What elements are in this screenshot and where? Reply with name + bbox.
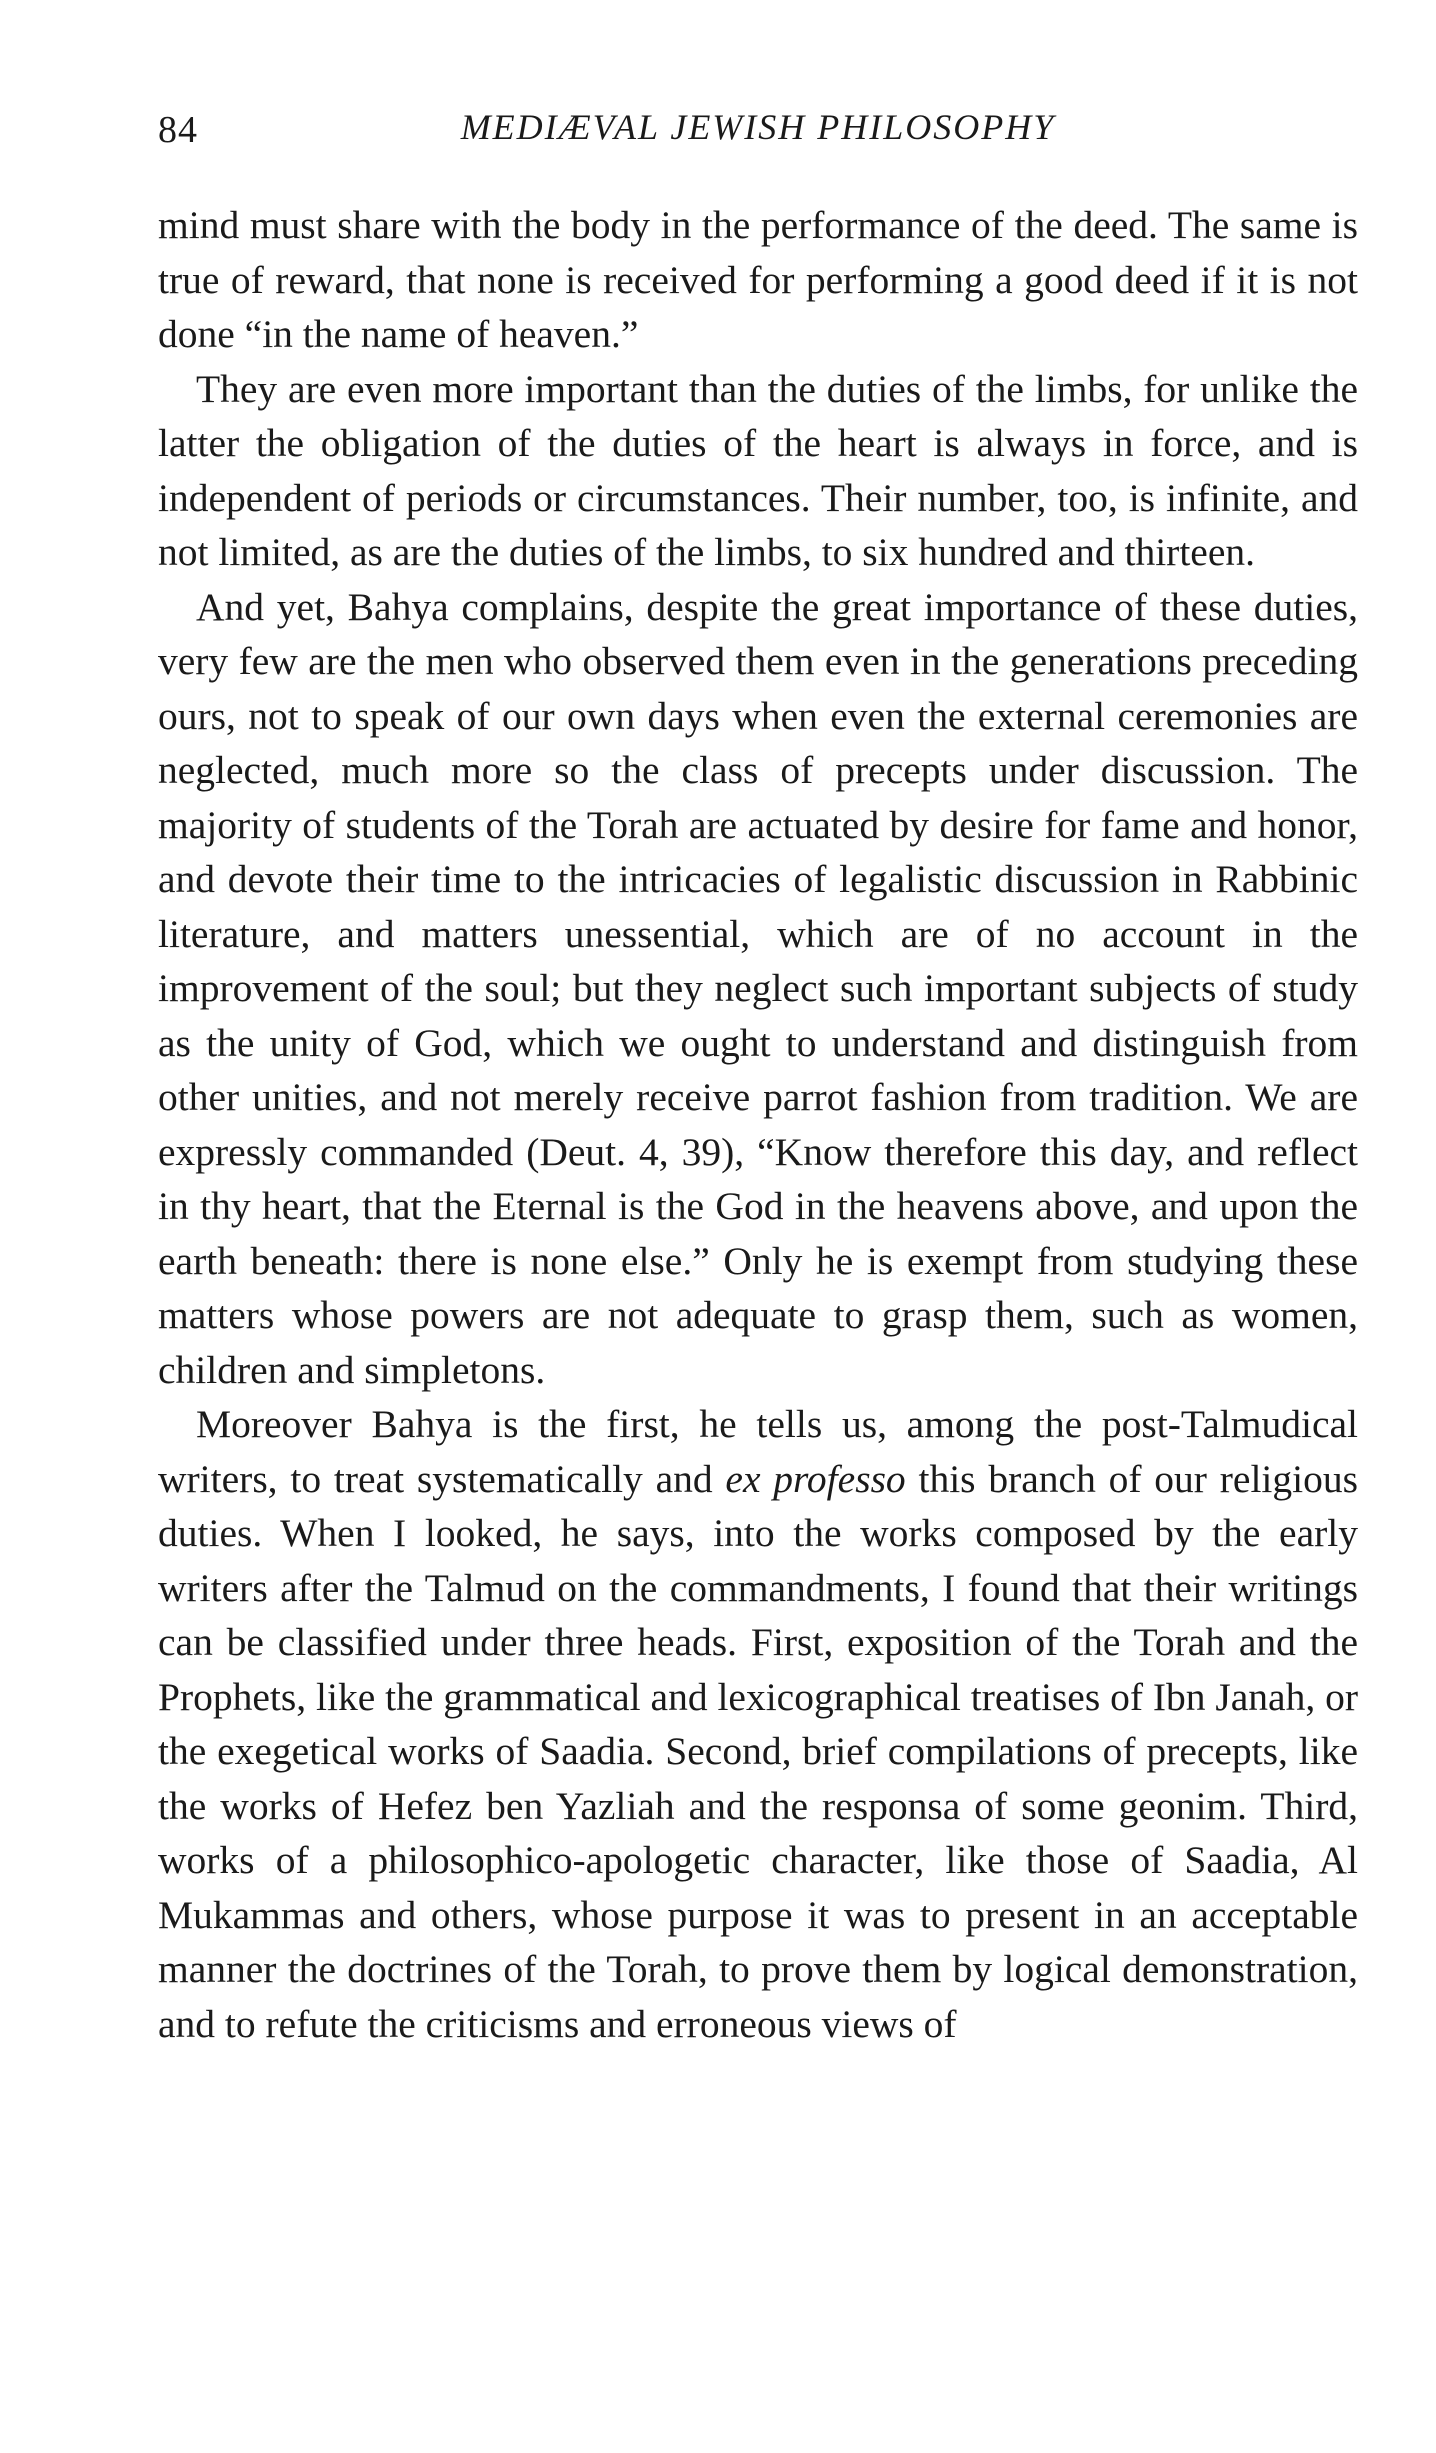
paragraph-text: They are even more important than the duties of the limbs, for unlike the latter the obligation of the duties of the heart is always in force, and is independent of periods or circumstances. Their number, too, is infinite, and not limited, as are the duties of the limbs, to six hundred and thirteen. xyxy=(158,366,1358,574)
paragraph-text: And yet, Bahya complains, despite the great importance of these duties, very few are the men who observed them even in the generations preceding ours, not to speak of our own days when even the external ceremonies are neglected, much more so the class of precepts under discussion. The majority of students of the Torah are actuated by desire for fame and honor, and devote their time to the intricacies of legalistic discussion in Rabbinic literature, and matters unessential, which are of no account in the improvement of the soul; but they neglect such important subjects of study as the unity of God, which we ought to understand and distinguish from other unities, and not merely receive parrot fashion from tradition. We are expressly commanded (Deut. 4, 39), “Know therefore this day, and reflect in thy heart, that the Eternal is the God in the heavens above, and upon the earth beneath: there is none else.” Only he is exempt from studying these matters whose powers are not adequate to grasp them, such as women, children and simpletons. xyxy=(158,584,1358,1392)
paragraph-text: mind must share with the body in the performance of the deed. The same is true of reward, that none is received for performing a good deed if it is not done “in the name of heaven.” xyxy=(158,203,1358,356)
running-head xyxy=(158,100,1358,160)
body-text xyxy=(158,198,1358,2051)
paragraph-text: this branch of our religious duties. When I looked, he says, into the works composed by the early writers after the Talmud on the commandments, I found that their writings can be classified under three heads. First, exposition of the Torah and the Prophets, like the grammatical and lexicographical treatises of Ibn Janah, or the exegetical works of Saadia. Second, brief compilations of precepts, like the works of Hefez ben Yazliah and the responsa of some geonim. Third, works of a philosophico-apologetic character, like those of Saadia, Al Mukammas and others, whose purpose it was to present in an acceptable manner the doctrines of the Torah, to prove them by logical demonstration, and to refute the criticisms and erroneous views of xyxy=(158,1456,1358,2046)
page-number: 84 xyxy=(158,109,198,151)
paragraph xyxy=(158,362,1358,580)
paragraph xyxy=(158,580,1358,1398)
book-page xyxy=(158,100,1358,2051)
paragraph-text: Moreover Bahya is the first, he tells us, among the post-Talmudical writers, to treat systematically and xyxy=(158,1402,1358,1501)
latin-phrase: ex professo xyxy=(725,1456,906,1501)
paragraph xyxy=(158,1397,1358,2051)
paragraph xyxy=(158,198,1358,362)
running-title: MEDIÆVAL JEWISH PHILOSOPHY xyxy=(460,107,1056,147)
